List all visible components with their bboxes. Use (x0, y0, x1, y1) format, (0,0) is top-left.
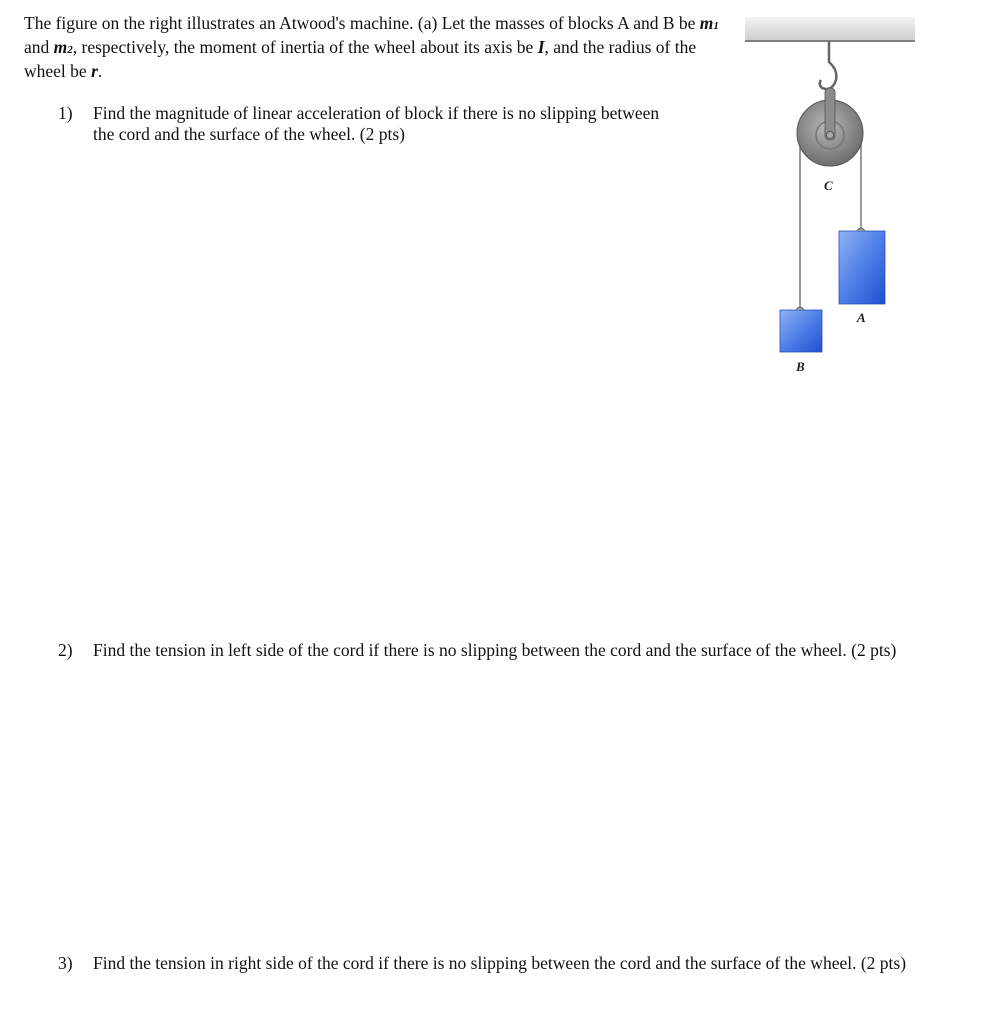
ceiling (745, 17, 915, 40)
block-b (780, 310, 822, 352)
block-a (839, 231, 885, 304)
block-b-hook (796, 307, 804, 310)
question-number: 3) (58, 953, 73, 973)
intro-end: . (97, 61, 103, 81)
block-a-hook (857, 228, 865, 231)
problem-intro (24, 13, 724, 82)
question-number: 2) (58, 640, 73, 660)
m2-symbol: m (53, 37, 68, 57)
hook-icon (820, 41, 837, 89)
inertia-symbol: I (537, 37, 545, 57)
question-text: Find the tension in left side of the cord if there is no slipping between the cord and the surface of the wheel. (2 pts) (93, 640, 897, 660)
m2-subscript: 2 (67, 44, 73, 56)
label-c: C (824, 178, 833, 193)
m1-subscript: 1 (713, 20, 719, 32)
intro-text-2: , respectively, the moment of inertia of the wheel about its axis be (72, 37, 538, 57)
atwood-machine-figure (700, 0, 940, 380)
radius-symbol: r (91, 61, 98, 81)
label-b: B (796, 359, 805, 374)
question-number: 1) (58, 103, 73, 123)
intro-text-3: , and the radius of the wheel be (24, 37, 697, 81)
question-text: Find the tension in right side of the cord if there is no slipping between the cord and the surface of the wheel. (2 pts) (93, 953, 907, 973)
pulley-axle (827, 132, 834, 139)
intro-text: The figure on the right illustrates an Atwood's machine. (a) Let the masses of blocks A and B be (24, 13, 700, 33)
mass-m2 (54, 37, 73, 57)
label-a: A (857, 310, 866, 325)
question-text: Find the magnitude of linear acceleration of block if there is no slipping between the cord and the surface of the wheel. (2 pts) (93, 103, 660, 144)
intro-and: and (24, 37, 54, 57)
m1-symbol: m (699, 13, 714, 33)
